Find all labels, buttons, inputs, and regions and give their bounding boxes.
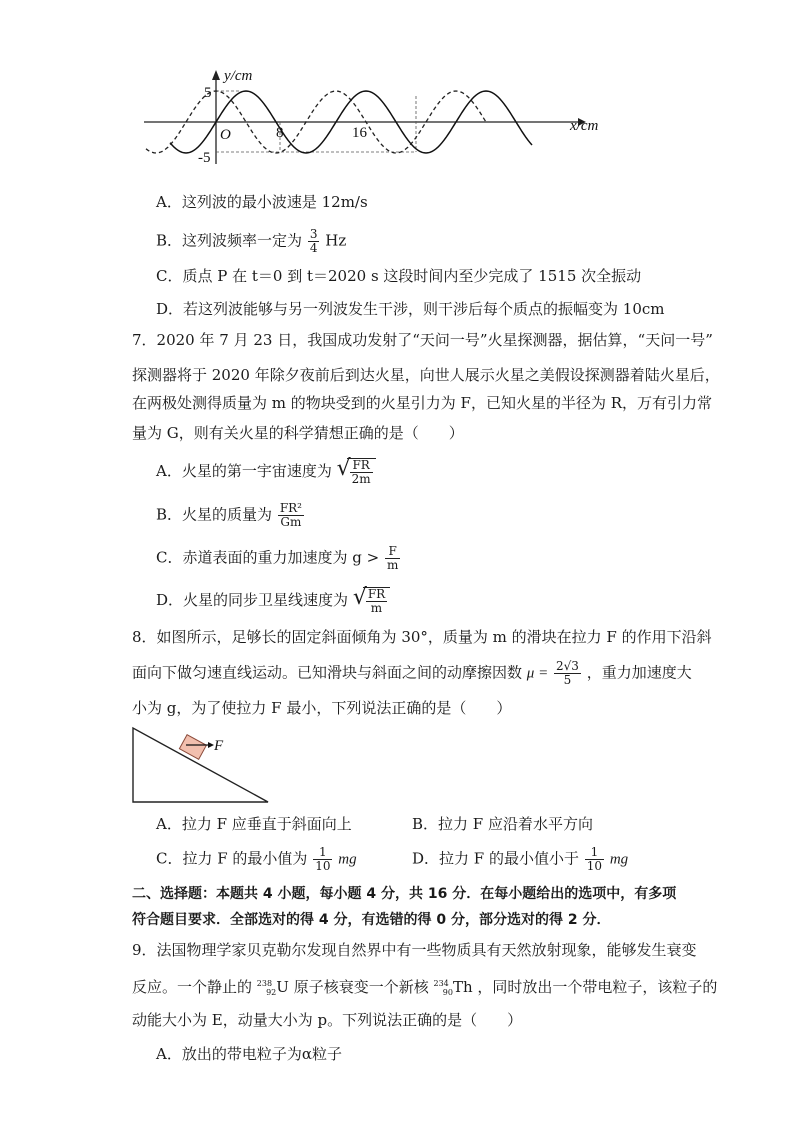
fraction-denominator: m [386,558,399,572]
fraction-denominator: m [370,601,383,615]
q7-option-b-text: B．火星的质量为 [156,505,273,524]
q8-option-d-text: D．拉力 F 的最小值小于 [412,849,579,868]
q7-option-d [156,587,390,615]
fraction-denominator: 10 [586,859,603,873]
uranium-atomic-number: 92 [266,988,277,997]
q6-option-b [156,228,346,255]
q8-option-d-mg: mg [609,851,629,868]
thorium-atomic-number: 90 [442,988,453,997]
incline-diagram [128,724,288,808]
fraction-numerator: 1 [585,846,604,860]
q7-line-4: 量为 G，则有关火星的科学猜想正确的是（ ） [132,424,464,442]
q6-option-b-fraction [308,228,320,255]
q9-line-2-text: 反应。一个静止的 [132,978,253,996]
fraction-denominator: Gm [280,515,302,529]
sqrt-expression [337,458,376,486]
section-2-heading-line-2: 符合题目要求．全部选对的得 4 分，有选错的得 0 分，部分选对的得 2 分． [132,912,611,928]
q7-option-c [156,545,401,572]
q6-option-a: A．这列波的最小波速是 12m/s [156,193,368,211]
fraction-denominator: 2m [351,472,371,486]
q8-option-d [412,846,628,873]
fraction-denominator: 5 [563,673,572,687]
q9-option-a: A．放出的带电粒子为α粒子 [156,1045,342,1063]
mu-symbol: μ = [526,665,549,682]
q8-option-c-fraction [313,846,332,873]
wave-graph [140,66,620,166]
q7-option-b-fraction [278,502,304,529]
mu-fraction [554,660,581,687]
q7-option-a [156,458,376,486]
radical-sign: √ [352,585,367,610]
q7-option-a-text: A．火星的第一宇宙速度为 [156,462,332,480]
q8-option-c-mg: mg [338,851,357,868]
uranium-mass-number: 238 [256,979,273,988]
q8-option-a: A．拉力 F 应垂直于斜面向上 [156,815,352,833]
q6-option-c: C．质点 P 在 t＝0 到 t＝2020 s 这段时间内至少完成了 1515 次全振动 [156,267,642,285]
q8-line-2-text: 面向下做匀速直线运动。已知滑块与斜面之间的动摩擦因数 [132,663,523,682]
fraction-numerator: FR [350,459,373,473]
q7-option-c-text: C．赤道表面的重力加速度为 g > [156,548,380,567]
y-axis-arrow [212,70,220,80]
q8-line-1: 8．如图所示，足够长的固定斜面倾角为 30°，质量为 m 的滑块在拉力 F 的作用下沿斜 [132,628,712,646]
q8-option-c-text: C．拉力 F 的最小值为 [156,849,308,868]
q8-line-2-tail: ，重力加速度大 [586,663,692,682]
fraction-numerator: 3 [309,227,318,241]
q8-line-3: 小为 g，为了使拉力 F 最小，下列说法正确的是（ ） [132,699,512,717]
origin-label: O [220,127,231,143]
fraction-numerator: FR² [279,501,302,515]
q9-line-2-tail: ，同时放出一个带电粒子，该粒子的 [477,978,718,996]
fraction-denominator: 10 [315,859,331,873]
q8-line-2 [132,660,692,687]
q9-line-2 [132,974,717,1003]
fraction-numerator: 2√3 [555,659,579,673]
q8-option-c [156,846,357,873]
q6-option-b-unit: Hz [325,231,347,250]
q7-line-2: 探测器将于 2020 年除夕夜前后到达火星，向世人展示火星之美假设探测器着陆火星后， [132,366,720,384]
radical-sign: √ [336,456,351,481]
fraction-denominator: 4 [309,241,318,255]
q7-line-1: 7．2020 年 7 月 23 日，我国成功发射了“天问一号”火星探测器，据估算，“天问一号” [132,331,713,349]
fraction-numerator: 1 [313,846,332,860]
q7-line-3: 在两极处测得质量为 m 的物块受到的火星引力为 F，已知火星的半径为 R，万有引力常 [132,394,713,412]
force-label: F [214,738,224,754]
x-axis-label: x/cm [570,118,599,134]
q7-option-b [156,502,305,529]
y-axis-label: y/cm [224,68,253,84]
q9-line-3: 动能大小为 E，动量大小为 p。下列说法正确的是（ ） [132,1011,523,1029]
q7-option-c-fraction [385,545,400,572]
q6-option-b-text: B．这列波频率一定为 [156,231,303,250]
tick-16-label: 16 [352,125,367,141]
section-2-heading-line-1: 二、选择题：本题共 4 小题，每小题 4 分，共 16 分．在每小题给出的选项中，有多项 [132,886,677,902]
thorium-mass-number: 234 [433,979,449,988]
uranium-symbol: U [276,978,289,996]
q7-option-d-text: D．火星的同步卫星线速度为 [156,591,349,609]
q9-line-2-mid: 原子核衰变一个新核 [293,978,429,996]
q8-option-d-fraction [585,846,604,873]
q8-option-b: B．拉力 F 应沿着水平方向 [412,815,593,833]
incline-triangle [133,728,268,802]
y-neg-label: -5 [198,150,211,166]
thorium-symbol: Th [452,978,473,996]
y-pos-label: 5 [204,85,212,101]
q6-option-d: D．若这列波能够与另一列波发生干涉，则干涉后每个质点的振幅变为 10cm [156,300,665,318]
tick-8-label: 8 [276,125,284,141]
fraction-numerator: FR [367,587,386,601]
fraction-numerator: F [385,545,400,559]
q9-line-1: 9．法国物理学家贝克勒尔发现自然界中有一些物质具有天然放射现象，能够发生衰变 [132,941,697,959]
sqrt-expression [353,587,390,615]
